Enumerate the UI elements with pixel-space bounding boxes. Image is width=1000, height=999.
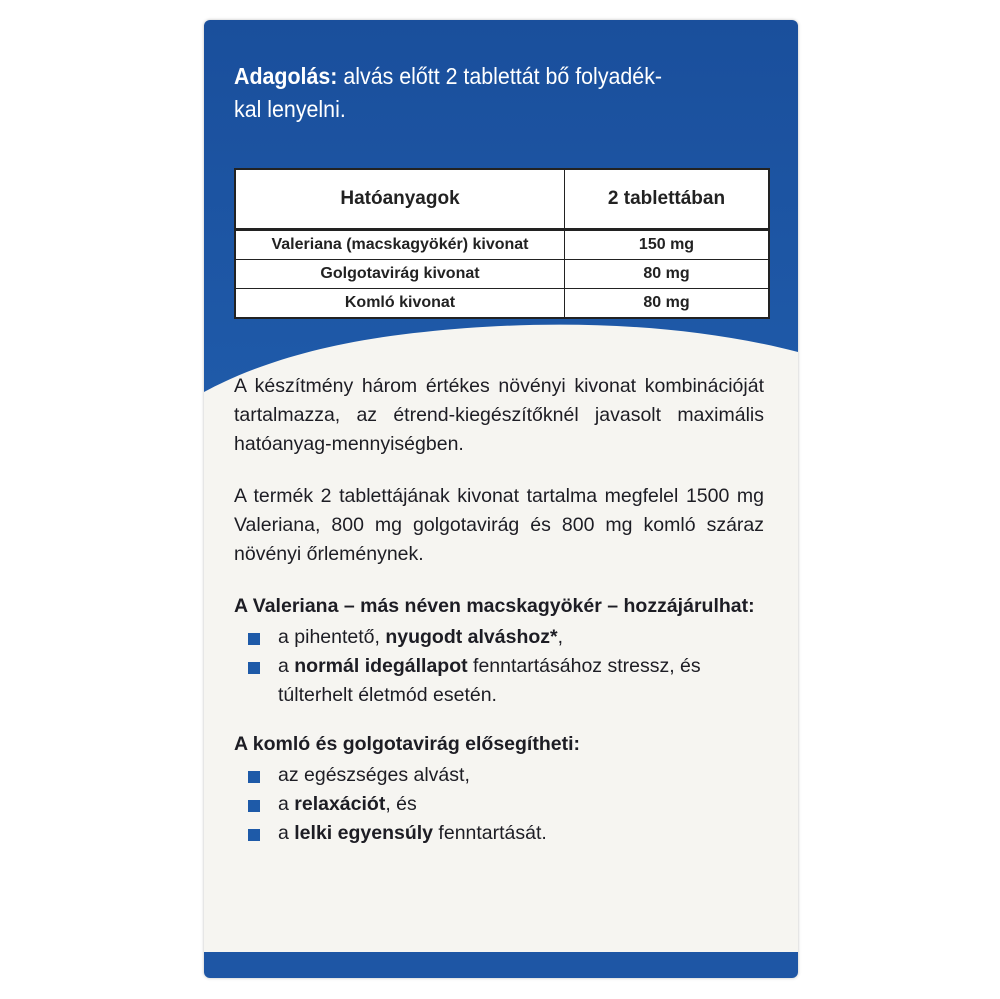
square-bullet-icon (248, 662, 260, 674)
dosage-line-2: kal lenyelni. (234, 96, 346, 122)
ingredient-name: Komló kivonat (235, 289, 565, 319)
package-panel (204, 20, 798, 978)
table-header-row (235, 169, 769, 230)
valeriana-benefits-list (234, 623, 764, 710)
list-item: a normál idegállapot fenntartásához stressz, és túlterhelt életmód esetén. (234, 652, 764, 710)
square-bullet-icon (248, 771, 260, 783)
dosage-text (234, 60, 736, 126)
list-item: a lelki egyensúly fenntartását. (234, 819, 764, 848)
square-bullet-icon (248, 829, 260, 841)
komlo-heading: A komló és golgotavirág elősegítheti: (234, 733, 581, 755)
square-bullet-icon (248, 633, 260, 645)
ingredients-table (234, 168, 770, 319)
square-bullet-icon (248, 800, 260, 812)
valeriana-heading: A Valeriana – más néven macskagyökér – hozzájárulhat: (234, 595, 755, 617)
header-ingredients: Hatóanyagok (235, 169, 565, 230)
ingredient-amount: 80 mg (565, 289, 770, 319)
komlo-benefits-list (234, 761, 764, 848)
ingredient-name: Valeriana (macskagyökér) kivonat (235, 230, 565, 260)
paragraph-extract-content: A termék 2 tablettájának kivonat tartalma megfelel 1500 mg Valeriana, 800 mg golgotavirág és 800 mg komló száraz növényi őrleménynek. (234, 485, 764, 565)
list-item: az egészséges alvást, (234, 761, 764, 790)
ingredient-amount: 80 mg (565, 260, 770, 289)
table-row (235, 230, 769, 260)
dosage-label: Adagolás: (234, 63, 338, 89)
ingredient-amount: 150 mg (565, 230, 770, 260)
table-row (235, 289, 769, 319)
header-amount: 2 tablettában (565, 169, 770, 230)
paragraph-combination: A készítmény három értékes növényi kivonat kombinációját tartalmazza, az étrend-kiegészítőknél javasolt maximális hatóanyag-mennyiségben. (234, 375, 764, 455)
list-item: a relaxációt, és (234, 790, 764, 819)
table-row (235, 260, 769, 289)
ingredient-name: Golgotavirág kivonat (235, 260, 565, 289)
bottom-blue-band (204, 952, 798, 978)
description-text (234, 372, 764, 868)
dosage-line-1: alvás előtt 2 tablettát bő folyadék- (337, 63, 663, 89)
list-item: a pihentető, nyugodt alváshoz*, (234, 623, 764, 652)
